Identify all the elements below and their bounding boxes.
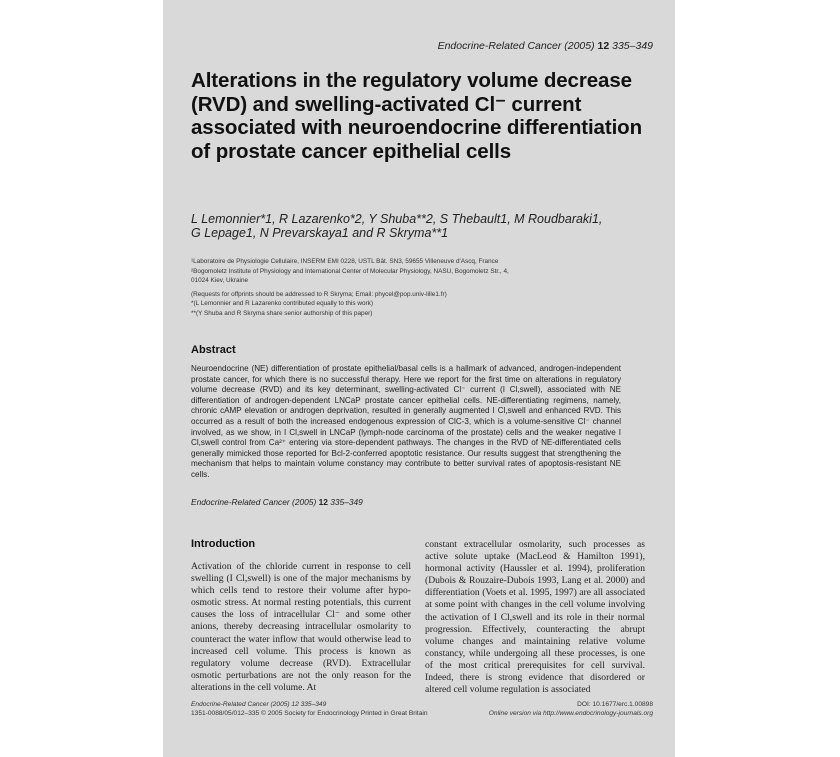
author-line-2: G Lepage1, N Prevarskaya1 and R Skryma**1 (191, 226, 449, 240)
journal-volume: 12 (597, 40, 610, 52)
affiliation-2-cont: 01024 Kiev, Ukraine (191, 277, 249, 285)
affiliation-2: ²Bogomoletz Institute of Physiology and International Center of Molecular Physiology, NASU, Bogomoletz Str., 4, (191, 267, 509, 275)
senior-authorship-note: **(Y Shuba and R Skryma share senior authorship of this paper) (191, 309, 373, 317)
journal-reference (438, 40, 653, 52)
author-line-1: L Lemonnier*1, R Lazarenko*2, Y Shuba**2, S Thebault1, M Roudbaraki1, (191, 212, 603, 226)
footer-citation: Endocrine-Related Cancer (2005) 12 335–349 (191, 701, 327, 708)
journal-pages: 335–349 (609, 40, 653, 52)
abstract-body: Neuroendocrine (NE) differentiation of prostate epithelial/basal cells is a hallmark of advanced, androgen-independent prostate cancer, for which there is no successful therapy. Here we report for the first time on alterations in regulatory volume decrease (RVD) and its key determinant, swelling-activated Cl⁻ current (I Cl,swell), associated with NE differentiation of androgen-dependent LNCaP prostate cancer epithelial cells. NE-differentiating regimens, namely, chronic cAMP elevation or androgen deprivation, resulted in generally augmented I Cl,swell and enhanced RVD. This occurred as a result of both the increased endogenous expression of ClC-3, which is a volume-sensitive Cl⁻ channel involved, as we show, in I Cl,swell in LNCaP (lymph-node carcinoma of the prostate) cells and the weaker negative I Cl,swell control from Ca²⁺ entering via store-dependent pathways. The changes in the RVD of NE-differentiated cells generally mimicked those reported for Bcl-2-conferred apoptotic resistance. Our results suggest that strengthening the mechanism that helps to maintain volume constancy may contribute to better survival rates of apoptosis-resistant NE cells. (191, 364, 621, 479)
footer-online-link: Online version via http://www.endocrinology-journals.org (488, 710, 653, 718)
article-title: Alterations in the regulatory volume decrease (RVD) and swelling-activated Cl⁻ current associated with neuroendocrine differentiation of prostate cancer epithelial cells (191, 69, 643, 163)
abstract-cite-volume: 12 (318, 497, 328, 507)
affiliations (191, 257, 631, 319)
footer-copyright: 1351-0088/05/012–335 © 2005 Society for Endocrinology Printed in Great Britain (191, 710, 428, 718)
abstract-heading: Abstract (191, 344, 236, 356)
footer-left (191, 700, 451, 719)
abstract-cite-year: (2005) (289, 497, 319, 507)
equal-contribution-note: *(L Lemonnier and R Lazarenko contributed equally to this work) (191, 300, 373, 308)
affiliation-1: ¹Laboratoire de Physiologie Cellulaire, INSERM EMI 0228, USTL Bât. SN3, 59655 Villeneuve d'Ascq, France (191, 258, 499, 265)
journal-name: Endocrine-Related Cancer (437, 40, 562, 52)
author-list (191, 212, 661, 240)
footer-doi: DOI: 10.1677/erc.1.00898 (577, 701, 653, 708)
journal-year: (2005) (561, 40, 598, 52)
paper-page (163, 0, 675, 757)
intro-right-column: constant extracellular osmolarity, such processes as active solute uptake (MacLeod & Hamilton 1991), hormonal activity (Haussler et al. 1994), proliferation (Dubois & Rouzaire-Dubois 1993, Lang et al. 2000) and differentiation (Voets et al. 1995, 1997) are all associated at some point with changes in the cell volume involving the activation of I Cl,swell and its role in their normal progression. Effectively, counteracting the abrupt volume changes and maintaining relative volume constancy, while undergoing all these processes, is one of the most critical prerequisites for cell survival. Indeed, there is strong evidence that disordered or altered cell volume regulation is associated (425, 539, 645, 696)
introduction-heading: Introduction (191, 538, 256, 550)
abstract-citation (191, 497, 363, 507)
footer-right (413, 700, 653, 719)
abstract-cite-pages: 335–349 (327, 497, 363, 507)
abstract-cite-journal: Endocrine-Related Cancer (191, 497, 290, 507)
intro-left-column: Activation of the chloride current in response to cell swelling (I Cl,swell) is one of the major mechanisms by which cells tend to restore their volume after hypo-osmotic stress. At normal resting potentials, this current causes the loss of intracellular Cl⁻ and some other anions, thereby decreasing intracellular osmolarity to counteract the water inflow that would otherwise lead to increased cell volume. This process is known as regulatory volume decrease (RVD). Extracellular osmotic perturbations are not the only reason for the alterations in the cell volume. At (191, 561, 411, 693)
offprint-request: (Requests for offprints should be addressed to R Skryma; Email: phycel@pop.univ-lille1.fr) (191, 290, 447, 298)
